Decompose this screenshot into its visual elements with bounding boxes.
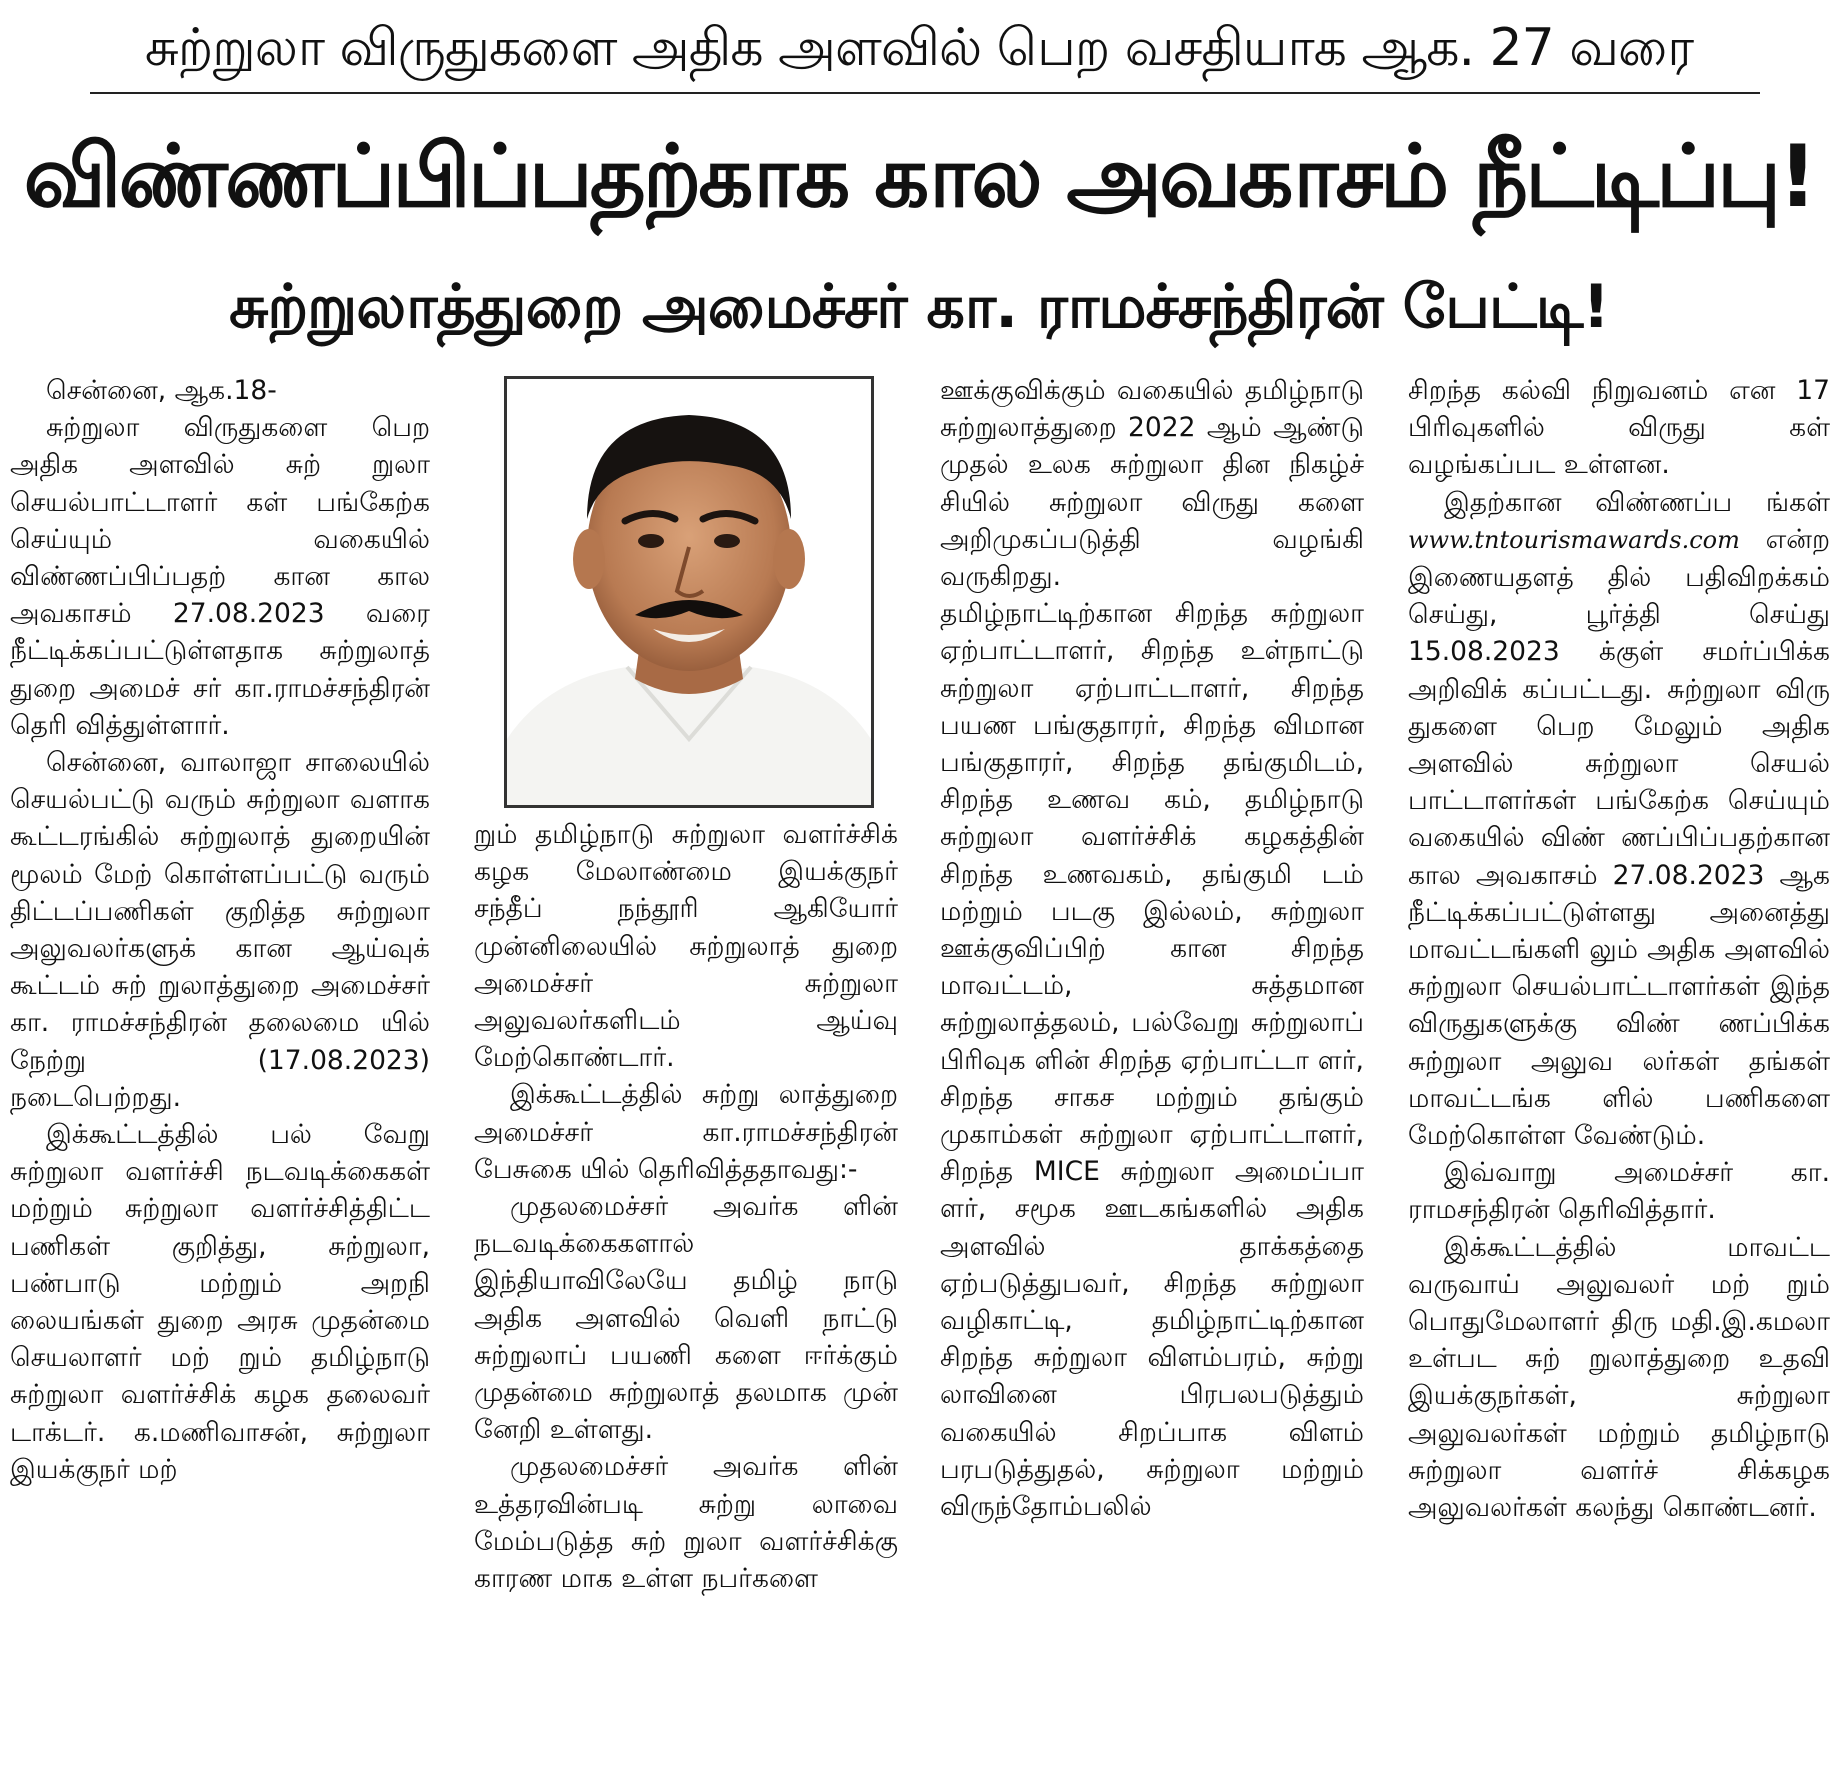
paragraph: இக்கூட்டத்தில் சுற்று லாத்துறை அமைச்சர் கா.ராமச்சந்திரன் பேசுகை யில் தெரிவித்ததாவது:-: [474, 1079, 898, 1185]
kicker: சுற்றுலா விருதுகளை அதிக அளவில் பெற வசதியாக ஆக. 27 வரை: [144, 18, 1694, 78]
kicker-rule: [90, 92, 1760, 94]
paragraph: [1408, 484, 1830, 1155]
headline: விண்ணப்பிப்பதற்காக கால அவகாசம் நீட்டிப்பு!: [23, 127, 1815, 227]
paragraph: முதலமைச்சர் அவர்க ளின் நடவடிக்கைகளால் இந்தியாவிலேயே தமிழ் நாடு அதிக அளவில் வெளி நாட்டு சுற்றுலாப் பயணி களை ஈர்க்கும் முதன்மை சுற்றுலாத் தலமாக முன் னேறி உள்ளது.: [474, 1191, 898, 1446]
subheadline: சுற்றுலாத்துறை அமைச்சர் கா. ராமச்சந்திரன் பேட்டி!: [229, 272, 1609, 342]
url-part: www.tntourismawards.: [1408, 525, 1690, 554]
website-link: [1408, 526, 1740, 554]
text-run: இதற்கான விண்ணப்ப ங்கள்: [1444, 486, 1830, 518]
paragraph: ஊக்குவிக்கும் வகையில் தமிழ்நாடு சுற்றுலாத்துறை 2022 ஆம் ஆண்டு முதல் உலக சுற்றுலா தின நிகழ்ச் சியில் சுற்றுலா விருது களை அறிமுகப்படுத்தி வழங்கி வருகிறது.: [940, 375, 1364, 593]
column-4: [1408, 372, 1830, 1772]
paragraph: இக்கூட்டத்தில் மாவட்ட வருவாய் அலுவலர் மற் றும் பொதுமேலாளர் திரு மதி.இ.கமலா உள்பட சுற் றுலாத்துறை உதவி இயக்குநர்கள், சுற்றுலா அலுவலர்கள் மற்றும் தமிழ்நாடு சுற்றுலா வளர்ச் சிக்கழக அலுவலர்கள் கலந்து கொண்டனர்.: [1408, 1231, 1830, 1524]
text-run: என்ற இணையதளத் தில் பதிவிறக்கம் செய்து, பூர்த்தி செய்து 15.08.2023 க்குள் சமர்ப்பிக்க அறிவிக் கப்பட்டது. சுற்றுலா விரு துகளை பெற மேலும் அதிக அளவில் சுற்றுலா செயல் பாட்டாளர்கள் பங்கேற்க செய்யும் வகையில் விண் ணப்பிப்பதற்கான கால அவகாசம் 27.08.2023 ஆக நீட்டிக்கப்பட்டுள்ளது அனைத்து மாவட்டங்களி லும் அதிக அளவில் சுற்றுலா செயல்பாட்டாளர்கள் இந்த விருதுகளுக்கு விண் ணப்பிக்க சுற்றுலா அலுவ லர்கள் தங்கள் மாவட்டங்க ளில் பணிகளை மேற்கொள்ள வேண்டும்.: [1408, 523, 1830, 1152]
column-1: [10, 372, 430, 1772]
column-2: [474, 816, 898, 1772]
portrait-image: [507, 379, 871, 805]
paragraph: சென்னை, வாலாஜா சாலையில் செயல்பட்டு வரும் சுற்றுலா வளாக கூட்டரங்கில் சுற்றுலாத் துறையின் மூலம் மேற் கொள்ளப்பட்டு வரும் திட்டப்பணிகள் குறித்த சுற்றுலா அலுவலர்களுக் கான ஆய்வுக் கூட்டம் சுற் றுலாத்துறை அமைச்சர் கா. ராமச்சந்திரன் தலைமை யில் நேற்று (17.08.2023) நடைபெற்றது.: [10, 747, 430, 1113]
paragraph: றும் தமிழ்நாடு சுற்றுலா வளர்ச்சிக் கழக மேலாண்மை இயக்குநர் சந்தீப் நந்தூரி ஆகியோர் முன்னிலையில் சுற்றுலாத் துறை அமைச்சர் சுற்றுலா அலுவலர்களிடம் ஆய்வு மேற்கொண்டார்.: [474, 819, 898, 1074]
minister-photo: [504, 376, 874, 808]
paragraph: சுற்றுலா விருதுகளை பெற அதிக அளவில் சுற் றுலா செயல்பாட்டாளர் கள் பங்கேற்க செய்யும் வகையில் விண்ணப்பிப்பதற் கான கால அவகாசம் 27.08.2023 வரை நீட்டிக்கப்பட்டுள்ளதாக சுற்றுலாத் துறை அமைச் சர் கா.ராமச்சந்திரன் தெரி வித்துள்ளார்.: [10, 412, 430, 741]
column-3: [940, 372, 1364, 1772]
paragraph: சிறந்த கல்வி நிறுவனம் என 17 பிரிவுகளில் விருது கள் வழங்கப்பட உள்ளன.: [1408, 375, 1830, 481]
paragraph: தமிழ்நாட்டிற்கான சிறந்த சுற்றுலா ஏற்பாட்டாளர், சிறந்த உள்நாட்டு சுற்றுலா ஏற்பாட்டாளர், சிறந்த பயண பங்குதாரர், சிறந்த விமான பங்குதாரர், சிறந்த தங்குமிடம், சிறந்த உணவ கம், தமிழ்நாடு சுற்றுலா வளர்ச்சிக் கழகத்தின் சிறந்த உணவகம், தங்குமி டம் மற்றும் படகு இல்லம், சுற்றுலா ஊக்குவிப்பிற் கான சிறந்த மாவட்டம், சுத்தமான சுற்றுலாத்தலம், பல்வேறு சுற்றுலாப் பிரிவுக ளின் சிறந்த ஏற்பாட்டா ளர், சிறந்த சாகச மற்றும் தங்கும் முகாம்கள் சுற்றுலா ஏற்பாட்டாளர், சிறந்த MICE சுற்றுலா அமைப்பா ளர், சமூக ஊடகங்களில் அதிக அளவில் தாக்கத்தை ஏற்படுத்துபவர், சிறந்த சுற்றுலா வழிகாட்டி, தமிழ்நாட்டிற்கான சிறந்த சுற்றுலா விளம்பரம், சுற்று லாவினை பிரபலபடுத்தும் வகையில் சிறப்பாக விளம் பரபடுத்துதல், சுற்றுலா மற்றும் விருந்தோம்பலில்: [940, 598, 1364, 1523]
dateline: சென்னை, ஆக.18-: [46, 375, 277, 406]
url-part: com: [1689, 525, 1740, 554]
paragraph: இவ்வாறு அமைச்சர் கா. ராமசந்திரன் தெரிவித்தார்.: [1408, 1157, 1830, 1226]
paragraph: முதலமைச்சர் அவர்க ளின் உத்தரவின்படி சுற்று லாவை மேம்படுத்த சுற் றுலா வளர்ச்சிக்கு காரண மாக உள்ள நபர்களை: [474, 1451, 898, 1595]
paragraph: இக்கூட்டத்தில் பல் வேறு சுற்றுலா வளர்ச்சி நடவடிக்கைகள் மற்றும் சுற்றுலா வளர்ச்சித்திட்ட பணிகள் குறித்து, சுற்றுலா, பண்பாடு மற்றும் அறநி லையங்கள் துறை அரசு முதன்மை செயலாளர் மற் றும் தமிழ்நாடு சுற்றுலா வளர்ச்சிக் கழக தலைவர் டாக்டர். க.மணிவாசன், சுற்றுலா இயக்குநர் மற்: [10, 1119, 430, 1485]
